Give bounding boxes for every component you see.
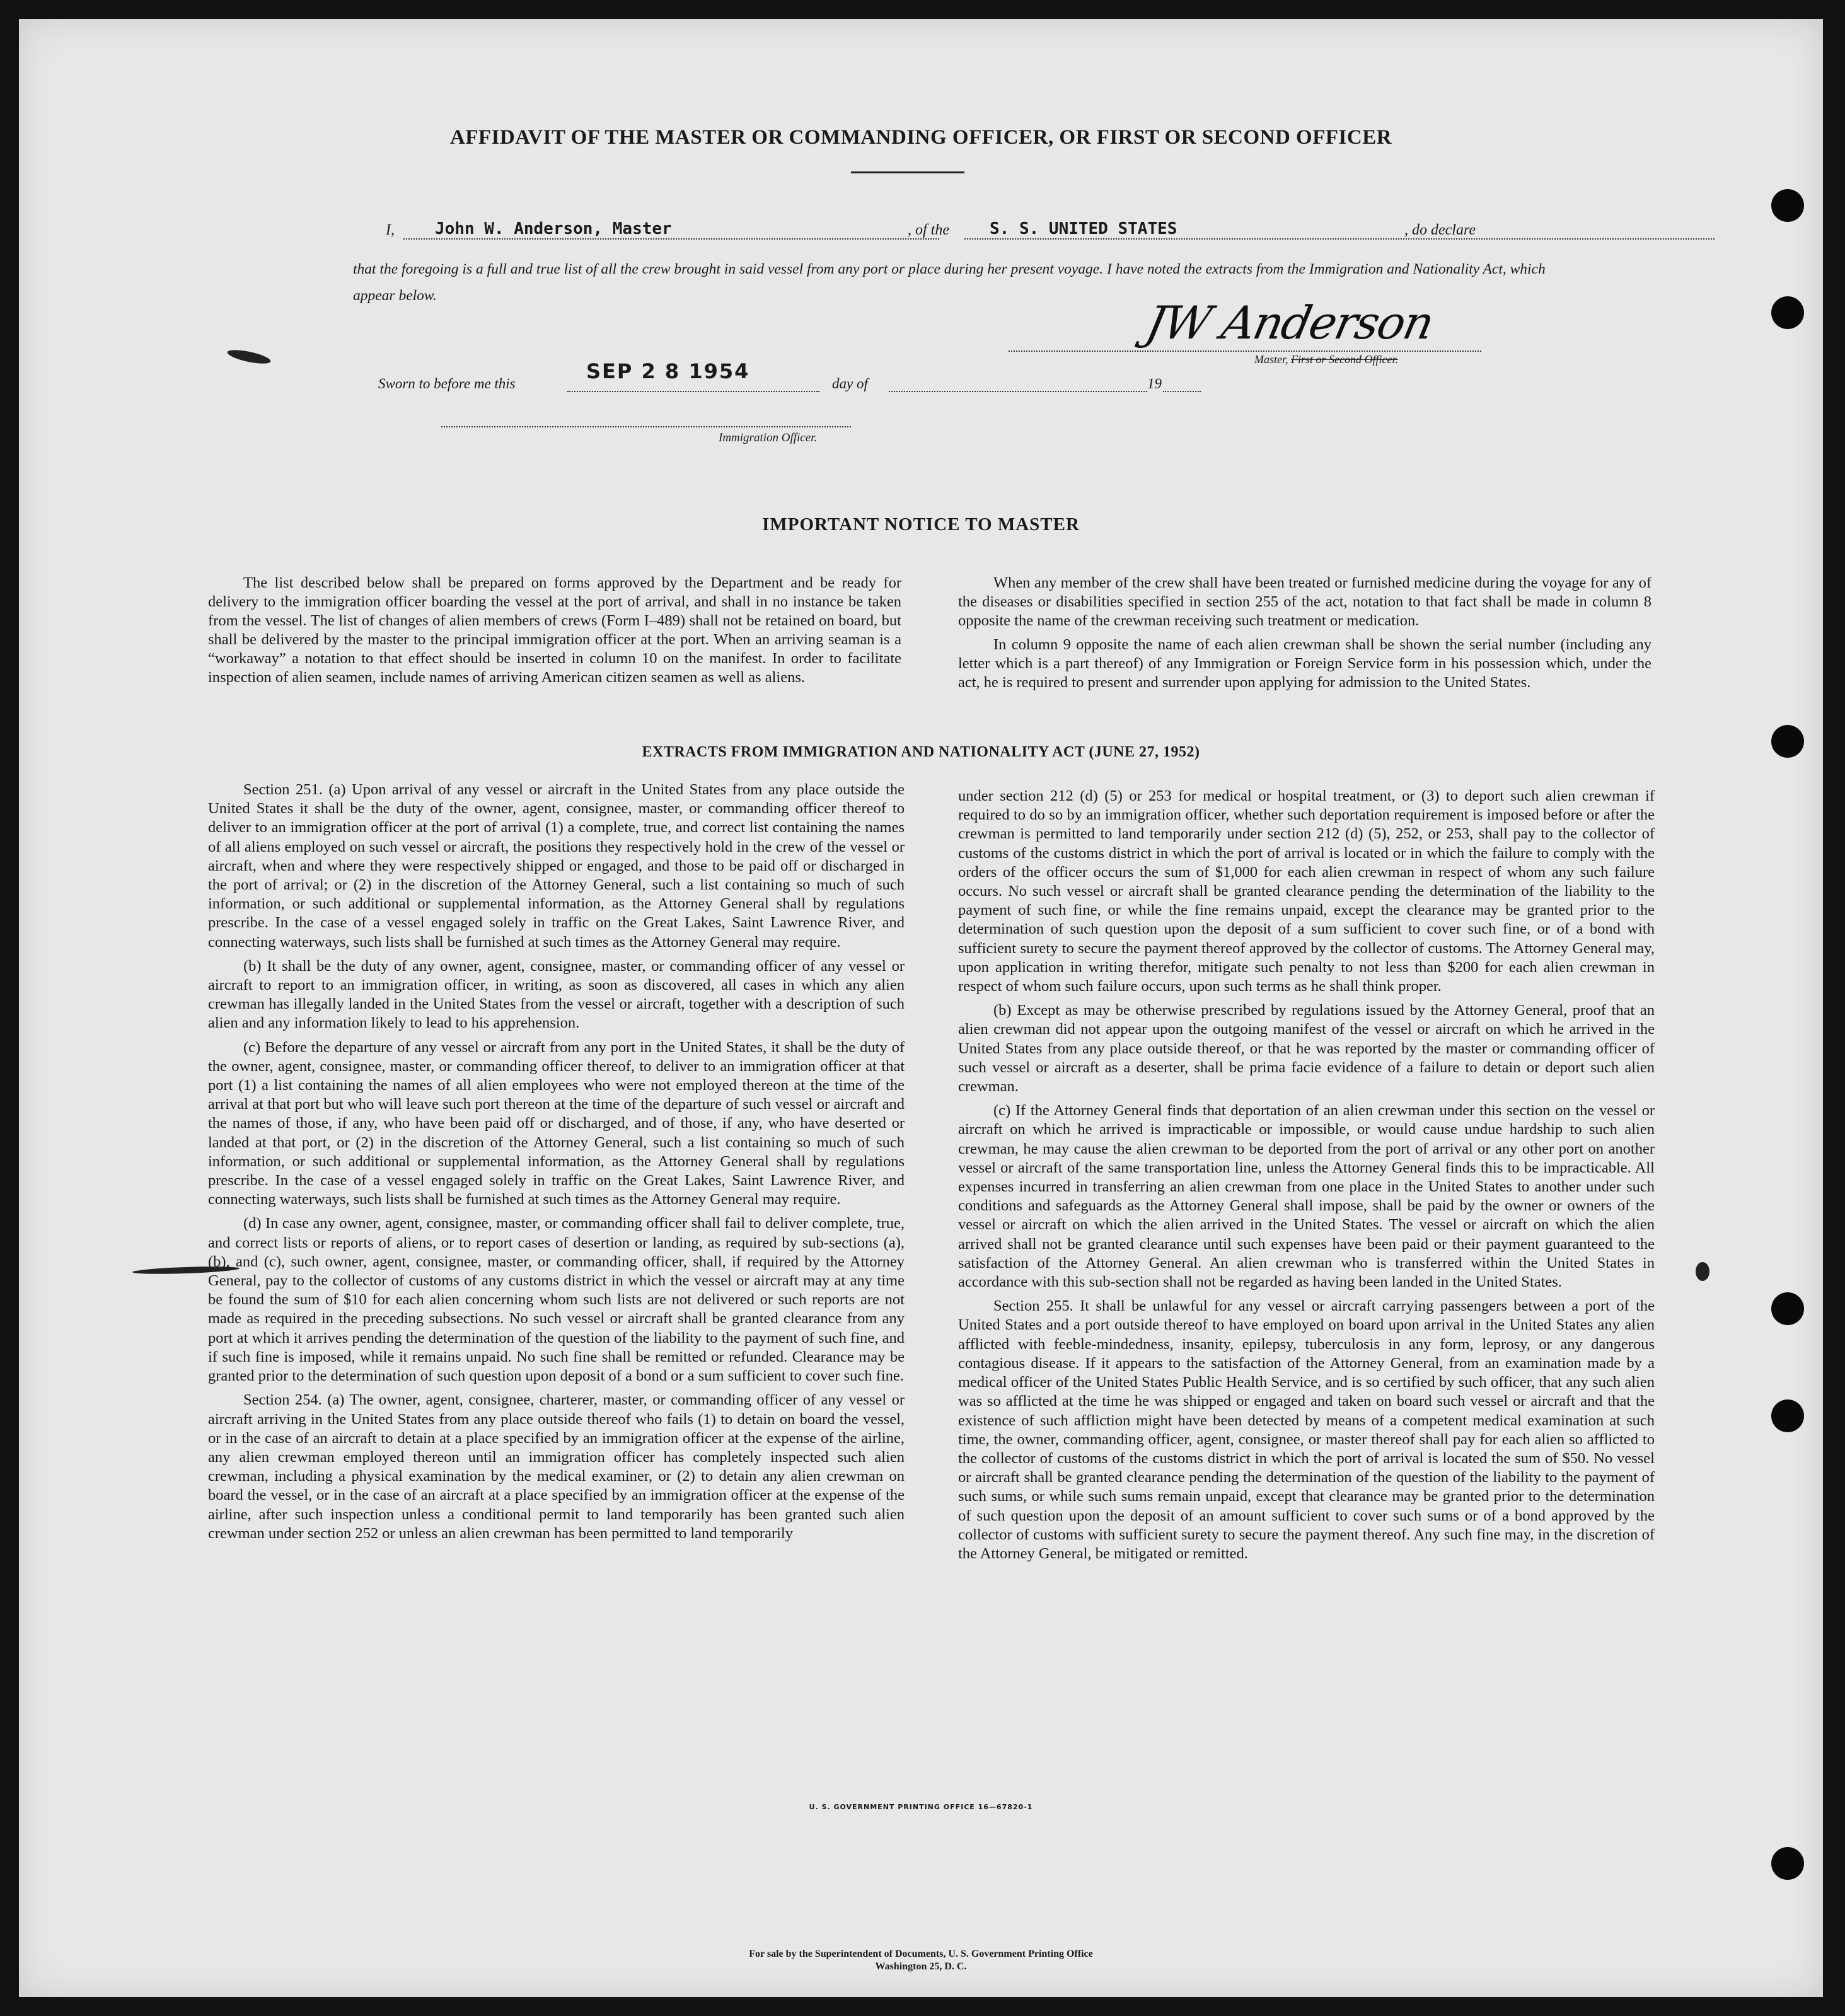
act-paragraph: (d) In case any owner, agent, consignee, master, or commanding officer shall fail to deliver complete, true, and correct lists or reports of aliens, or to report cases of desertion or landing, as required by sub-sections (a), (b), and (c), such owner, agent, consignee, master, or commanding officer, shall, if required by the Attorney General, pay to the collector of customs of any customs district in which the vessel or aircraft may at any time be found the sum of $10 for each alien concerning whom such lists are not delivered or such reports are not made as required in the preceding subsections. No such vessel or aircraft shall be granted clearance from any port at which it arrives pending the determination of the question of the liability to the payment of such fine, and if such fine is imposed, while it remains unpaid. No such fine shall be remitted or refunded. Clearance may be granted prior to the determination of such question upon deposit of a bond or a sum sufficient to cover such fine. xyxy=(208,1215,905,1385)
month-line[interactable] xyxy=(889,391,1147,392)
extracts-title: EXTRACTS FROM IMMIGRATION AND NATIONALITY ACT (JUNE 27, 1952) xyxy=(642,744,1200,760)
year-prefix: 19 xyxy=(1147,376,1162,391)
signature-line xyxy=(1009,350,1481,352)
printing-office-imprint: U. S. GOVERNMENT PRINTING OFFICE 16—67820-1 xyxy=(809,1803,1033,1811)
act-paragraph: Section 254. (a) The owner, agent, consignee, charterer, master, or commanding officer of any vessel or aircraft arriving in the United States from any place outside thereof who fails (1) to detain on board the vessel, or in the case of an aircraft to detain at a place specified by an immigration officer at the expense of the airline, any alien crewman employed thereon until an immigration officer has completely inspected such alien crewman, including a physical examination by the medical examiner, or (2) to detain any alien crewman on board the vessel, or in the case of an aircraft at a place specified by an immigration officer at the expense of the airline, after such inspection unless a conditional permit to land temporarily has been granted such alien crewman under section 252 or unless an alien crewman has been permitted to land temporarily xyxy=(208,1391,905,1542)
declaration-body: that the foregoing is a full and true list of all the crew brought in said vessel from any port or place during her present voyage. I have noted the extracts from the Immigration and Nationality Act, which appear below. xyxy=(353,261,1546,304)
act-paragraph: (c) Before the departure of any vessel or aircraft from any port in the United States, it shall be the duty of the owner, agent, consignee, master, or commanding officer thereof, to deliver to an immigration officer at that port (1) a list containing the names of all alien employees who were not employed thereon at the time of the arrival at that port but who will leave such port thereon at the time of the departure of such vessel or aircraft and the names of those, if any, who have been paid off or discharged, and of those, if any, who have deserted or landed at that port, or (2) in the discretion of the Attorney General, such a list containing so much of such information, or such additional or supplemental information, as the Attorney General shall by regulations prescribe. In the case of a vessel engaged solely in traffic on the Great Lakes, Saint Lawrence River, and connecting waterways, such lists shall be furnished at such times as the Attorney General may require. xyxy=(208,1038,905,1208)
sale-line: For sale by the Superintendent of Documents, U. S. Government Printing Office xyxy=(749,1949,1093,1959)
punch-hole xyxy=(1771,1292,1804,1325)
sworn-label: Sworn to before me this xyxy=(378,376,516,391)
title-divider xyxy=(851,171,964,173)
act-paragraph: (b) It shall be the duty of any owner, agent, consignee, master, or commanding officer of any vessel or aircraft to report to an immigration officer, in writing, as soon as discovered, all cases in which any alien crewman has illegally landed in the United States from the vessel or aircraft, together with a description of such alien and any information likely to lead to his apprehension. xyxy=(208,957,905,1032)
sworn-date-line xyxy=(567,391,819,392)
ink-smudge xyxy=(1696,1262,1709,1281)
notice-paragraph: The list described below shall be prepared on forms approved by the Department and be ready for delivery to the immigration officer boarding the vessel at the port of arrival, and shall in no instance be taken from the vessel. The list of changes of alien members of crews (Form I–489) shall not be retained on board, but shall be delivered by the master to the principal immigration officer at the port. When an arriving seaman is a “workaway” a notation to that effect should be inserted in column 10 on the manifest. In order to facilitate inspection of alien seamen, include names of arriving American citizen seamen as well as aliens. xyxy=(208,574,901,686)
notice-paragraph: In column 9 opposite the name of each alien crewman shall be shown the serial number (including any letter which is a part thereof) of any Immigration or Foreign Service form in his possession which, under the act, he is required to present and surrender upon applying for admission to the United States. xyxy=(958,636,1651,691)
of-the-label: , of the xyxy=(908,222,949,238)
immigration-officer-label: Immigration Officer. xyxy=(719,431,818,444)
document-page xyxy=(19,19,1823,1997)
declaration-prefix: I, xyxy=(386,222,395,238)
notice-title: IMPORTANT NOTICE TO MASTER xyxy=(762,514,1080,535)
ink-smudge xyxy=(226,347,272,366)
notice-paragraph: When any member of the crew shall have been treated or furnished medicine during the voyage for any of the diseases or disabilities specified in section 255 of the act, notation to that fact shall be made in column 8 opposite the name of the crewman receiving such treatment or medication. xyxy=(958,574,1651,629)
day-of-label: day of xyxy=(832,376,868,391)
punch-hole xyxy=(1771,1399,1804,1432)
extracts-right-column xyxy=(958,787,1655,1563)
declarant-name-field[interactable]: John W. Anderson, Master xyxy=(403,219,939,240)
act-paragraph: under section 212 (d) (5) or 253 for medical or hospital treatment, or (3) to deport such alien crewman if required to do so by an immigration officer, whether such deportation requirement is imposed before or after the crewman is permitted to land temporarily under section 212 (d) (5), 252, or 253, shall pay to the collector of customs of the customs district in which the port of arrival is located or in which the failure to comply with the orders of the officer occurs the sum of $1,000 for each alien crewman in respect of whom any such failure occurs. No such vessel or aircraft shall be granted clearance pending the determination of the liability to the payment of such fine, or while the fine remains unpaid, except the clearance may be granted prior to the determination of such question upon the deposit of a sum sufficient to cover such fine, or of a bond with sufficient surety to secure the payment thereof approved by the collector of customs. The Attorney General may, upon application in writing therefor, mitigate such penalty to not less than $200 for each alien crewman in respect of whom such failure occurs, upon such terms as he shall think proper. xyxy=(958,787,1655,995)
extracts-left-column xyxy=(208,780,905,1543)
act-paragraph: (b) Except as may be otherwise prescribed by regulations issued by the Attorney General, proof that an alien crewman did not appear upon the outgoing manifest of the vessel or aircraft on which he arrived in the United States from any place outside thereof, or that he was reported by the master or commanding officer of such vessel or aircraft as a deserter, shall be prima facie evidence of a failure to detain or deport such alien crewman. xyxy=(958,1002,1655,1096)
sale-line: Washington 25, D. C. xyxy=(875,1961,967,1972)
affidavit-title: AFFIDAVIT OF THE MASTER OR COMMANDING OFFICER, OR FIRST OR SECOND OFFICER xyxy=(449,126,1392,149)
punch-hole xyxy=(1771,296,1804,329)
act-paragraph: Section 251. (a) Upon arrival of any vessel or aircraft in the United States from any place outside the United States it shall be the duty of the owner, agent, consignee, master, or commanding officer thereof to deliver to an immigration officer at the port of arrival (1) a complete, true, and correct list containing the names of all aliens employed on such vessel or aircraft, the positions they respectively hold in the crew of the vessel or aircraft, when and where they were respectively shipped or engaged, and those to be paid off or discharged in the port of arrival; or (2) in the discretion of the Attorney General, such a list containing so much of such information, or such additional or supplemental information, as the Attorney General shall by regulations prescribe. In the case of a vessel engaged solely in traffic on the Great Lakes, Saint Lawrence River, and connecting waterways, such lists shall be furnished at such times as the Attorney General may require. xyxy=(208,781,905,951)
do-declare-label: , do declare xyxy=(1404,222,1476,238)
notice-left-column xyxy=(208,574,901,687)
punch-hole xyxy=(1771,1847,1804,1880)
vessel-name-field[interactable]: S. S. UNITED STATES xyxy=(964,219,1715,240)
punch-hole xyxy=(1771,189,1804,222)
signatory-title xyxy=(1254,353,1398,366)
struck-officer-label: First or Second Officer. xyxy=(1291,353,1398,366)
officer-signature-line[interactable] xyxy=(441,426,851,427)
master-signature: JW Anderson xyxy=(1142,296,1438,349)
act-paragraph: Section 255. It shall be unlawful for any vessel or aircraft carrying passengers between a port of the United States and a port outside thereof to have employed on board upon arrival in the United States any alien afflicted with feeble-mindedness, insanity, epilepsy, tuberculosis in any form, leprosy, or any dangerous contagious disease. If it appears to the satisfaction of the Attorney General, from an examination made by a medical officer of the United States Public Health Service, and is so certified by such officer, that any such alien was so afflicted at the time he was shipped or engaged and taken on board such vessel or aircraft and that the existence of such affliction might have been detected by means of a competent medical examination at such time, the owner, commanding officer, agent, consignee, or master thereof shall pay for each alien so afflicted to the collector of customs of the customs district in which the port of arrival is located the sum of $50. No vessel or aircraft shall be granted clearance pending the determination of the question of the liability to the payment of such sums, or while such sums remain unpaid, except that clearance may be granted prior to the determination of such question upon the deposit of an amount sufficient to cover such sums or of a bond approved by the collector of customs with sufficient surety to secure the payment thereof. Any such fine may, in the discretion of the Attorney General, be mitigated or remitted. xyxy=(958,1297,1655,1562)
year-line[interactable] xyxy=(1163,391,1201,392)
master-label: Master, xyxy=(1254,353,1288,366)
declaration-line xyxy=(353,219,1551,245)
sworn-date-stamp[interactable]: SEP 2 8 1954 xyxy=(586,359,750,383)
sale-notice xyxy=(19,1948,1823,1973)
notice-right-column xyxy=(958,574,1651,692)
act-paragraph: (c) If the Attorney General finds that deportation of an alien crewman under this section on the vessel or aircraft on which he arrived is impracticable or impossible, or would cause undue hardship to such alien crewman, he may cause the alien crewman to be deported from the port of arrival or any other port on another vessel or aircraft of the same transportation line, unless the Attorney General finds this to be impracticable. All expenses incurred in transferring an alien crewman from one place in the United States to another under such conditions and safeguards as the Attorney General shall impose, shall be paid by the owner or owners of the vessel or aircraft on which the alien arrived in the United States. The vessel or aircraft on which the alien arrived shall not be granted clearance until such expenses have been paid or their payment guaranteed to the satisfaction of the Attorney General. An alien crewman who is transferred within the United States in accordance with this sub-section shall not be regarded as having been landed in the United States. xyxy=(958,1102,1655,1291)
